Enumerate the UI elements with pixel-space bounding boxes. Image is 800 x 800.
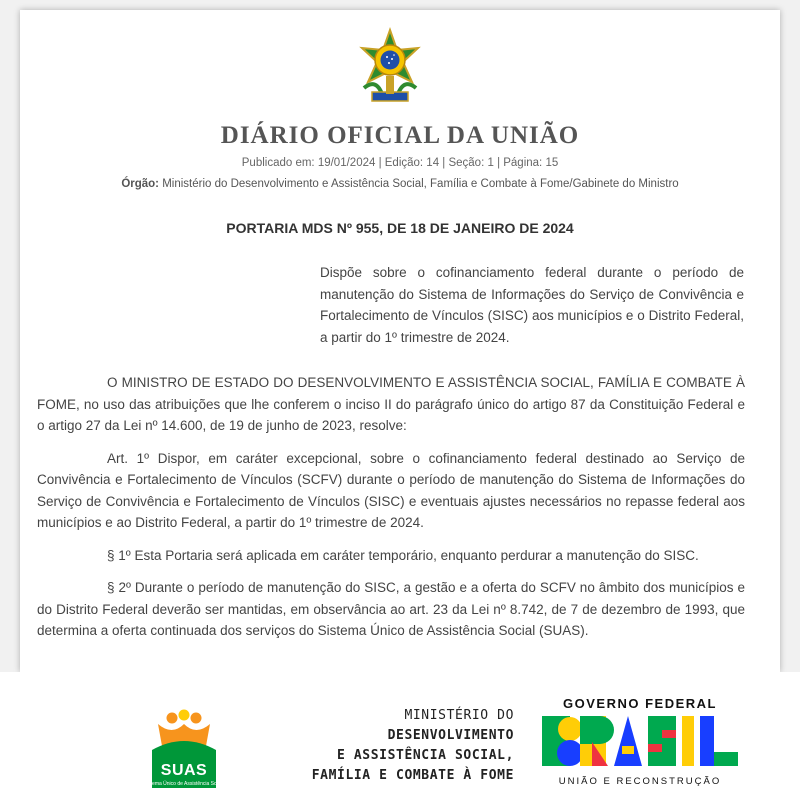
suas-subtext: Sistema Único de Assistência Social — [143, 781, 225, 787]
brasil-wordmark-icon — [542, 716, 738, 766]
organ-label: Órgão: — [121, 178, 160, 190]
coat-of-arms-icon — [350, 28, 430, 110]
article-1-paragraph: Art. 1º Dispor, em caráter excepcional, sobre o cofinanciamento federal destinado ao Serviço de Convivência e Fortalecimento de Vínculos (SCFV) durante o período de manutenção do Sistema de Informações do Serviço de Convivência e Fortalecimento de Vínculos (SISC) e eventuais ajustes necessários no repasse federal aos municípios e ao Distrito Federal, a partir do 1º trimestre de 2024. — [37, 450, 745, 530]
publication-info: Publicado em: 19/01/2024 | Edição: 14 | Seção: 1 | Página: 15 — [241, 157, 559, 169]
ministry-line-2: DESENVOLVIMENTO — [387, 728, 514, 743]
footer-banner — [0, 672, 800, 800]
suas-logo-text: SUAS — [160, 762, 208, 779]
gov-top-text: GOVERNO FEDERAL — [563, 696, 717, 711]
gazette-title: DIÁRIO OFICIAL DA UNIÃO — [220, 122, 580, 149]
organ-line — [20, 178, 780, 190]
ministry-name — [238, 706, 514, 786]
portaria-title: PORTARIA MDS Nº 955, DE 18 DE JANEIRO DE 2024 — [226, 220, 574, 236]
preamble-paragraph: O MINISTRO DE ESTADO DO DESENVOLVIMENTO E ASSISTÊNCIA SOCIAL, FAMÍLIA E COMBATE À FOME, no uso das atribuições que lhe conferem o inciso II do parágrafo único do artigo 87 da Constituição Federal e o artigo 27 da Lei nº 14.600, de 19 de junho de 2023, resolve: — [37, 375, 745, 433]
paragraph-2: § 2º Durante o período de manutenção do SISC, a gestão e a oferta do SCFV no âmbito dos municípios e do Distrito Federal deverão ser mantidas, em observância ao art. 23 da Lei nº 8.742, de 7 de dezembro de 1993, que determina a oferta continuada dos serviços do Sistema Único de Assistência Social (SUAS). — [37, 580, 745, 638]
governo-federal-logo — [542, 696, 738, 796]
document-page — [20, 10, 780, 672]
ementa-text: Dispõe sobre o cofinanciamento federal durante o período de manutenção do Sistema de Informações do Serviço de Convivência e Fortalecimento de Vínculos (SISC) aos municípios e o Distrito Federal, a partir do 1º trimestre de 2024. — [320, 265, 744, 345]
paragraph-1: § 1º Esta Portaria será aplicada em caráter temporário, enquanto perdurar a manutenção do SISC. — [107, 547, 699, 563]
ministry-line-4: FAMÍLIA E COMBATE À FOME — [311, 768, 514, 783]
ministry-line-1: MINISTÉRIO DO — [404, 708, 514, 723]
organ-value: Ministério do Desenvolvimento e Assistência Social, Família e Combate à Fome/Gabinete do Ministro — [162, 178, 679, 190]
suas-logo — [143, 710, 225, 792]
ministry-line-3: E ASSISTÊNCIA SOCIAL, — [337, 748, 514, 763]
document-body — [37, 372, 745, 653]
gov-bottom-text: UNIÃO E RECONSTRUÇÃO — [558, 776, 722, 787]
